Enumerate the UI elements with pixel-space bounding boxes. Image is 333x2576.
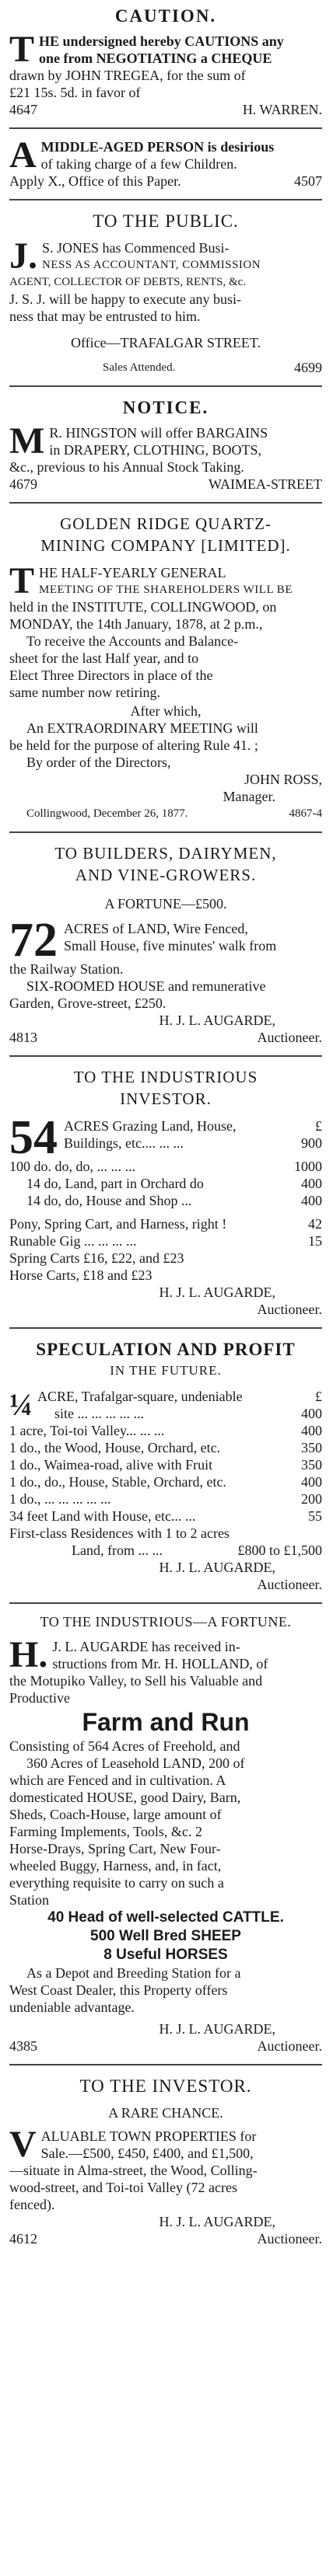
- speculation-ad: [9, 1338, 322, 1593]
- industrious-row-text: Pony, Spring Cart, and Harness, right !: [9, 1216, 227, 1232]
- speculation-row-value: 400: [301, 1406, 322, 1421]
- investor-ref: 4612: [9, 2231, 37, 2247]
- industrious-role: Auctioneer.: [257, 1302, 322, 1317]
- investor-line-2: Sale.—£500, £450, £400, and £1,500,: [40, 2146, 254, 2161]
- speculation-heading-2: IN THE FUTURE.: [110, 1363, 222, 1378]
- caution-line-4: £21 15s. 5d. in favor of: [9, 85, 141, 100]
- industrious-row-value: 400: [301, 1176, 322, 1191]
- golden-role: Manager.: [223, 789, 275, 804]
- speculation-row-value: 350: [301, 1457, 322, 1473]
- farm-cattle: 40 Head of well-selected CATTLE.: [47, 1909, 284, 1926]
- golden-date: Collingwood, December 26, 1877.: [26, 807, 188, 820]
- investor-line-5: fenced).: [9, 2197, 55, 2212]
- investor-line-3: —situate in Alma-street, the Wood, Colling-: [9, 2163, 258, 2178]
- public-ad: [9, 210, 322, 376]
- notice-line-3: &c., previous to his Annual Stock Taking.: [9, 459, 244, 475]
- golden-drop-cap: T: [9, 560, 35, 601]
- currency-symbol: £: [315, 1389, 322, 1404]
- industrious-row-text: Buildings, etc.... ... ...: [64, 1135, 184, 1151]
- speculation-row-text: 1 do., ... ... ... ... ...: [9, 1491, 111, 1507]
- industrious-row-value: 900: [301, 1135, 322, 1151]
- farm-line-3: the Motupiko Valley, to Sell his Valuable and: [9, 1673, 263, 1689]
- farm-body-line: Farming Implements, Tools, &c. 2: [9, 1824, 202, 1839]
- speculation-row-text: 1 acre, Toi-toi Valley... ... ...: [9, 1423, 165, 1438]
- farm-title: Farm and Run: [82, 1708, 250, 1736]
- investor-ad: [9, 2075, 322, 2247]
- investor-heading: TO THE INVESTOR.: [79, 2076, 252, 2096]
- farm-line-2: structions from Mr. H. HOLLAND, of: [52, 1656, 268, 1671]
- investor-line-1: ALUABLE TOWN PROPERTIES for: [40, 2128, 257, 2144]
- public-heading: TO THE PUBLIC.: [93, 211, 239, 231]
- builders-six-2: Garden, Grove-street, £250.: [9, 995, 166, 1011]
- notice-street: WAIMEA-STREET: [209, 476, 322, 492]
- golden-extra-1: An EXTRAORDINARY MEETING will: [26, 720, 258, 736]
- public-office: Office—TRAFALGAR STREET.: [71, 335, 261, 350]
- farm-sheep: 500 Well Bred SHEEP: [90, 1928, 241, 1944]
- builders-ref: 4813: [9, 1030, 37, 1045]
- speculation-drop-fraction: ¼: [9, 1387, 33, 1422]
- golden-line-5: To receive the Accounts and Balance-: [26, 633, 239, 649]
- builders-line-2: Small House, five minutes' walk from: [64, 938, 277, 953]
- caution-line-1: HE undersigned hereby CAUTIONS any: [39, 33, 284, 49]
- speculation-row-text: 1 do., the Wood, House, Orchard, etc.: [9, 1440, 221, 1455]
- builders-heading-1: TO BUILDERS, DAIRYMEN,: [54, 844, 277, 863]
- industrious-heading-2: INVESTOR.: [120, 1089, 212, 1108]
- divider: [9, 1055, 322, 1057]
- caution-sign: H. WARREN.: [242, 102, 322, 117]
- industrious-drop-number: 54: [9, 1111, 58, 1164]
- industrious-row-text: 14 do, do, House and Shop ...: [26, 1193, 192, 1208]
- divider: [9, 385, 322, 387]
- currency-symbol: £: [315, 1118, 322, 1134]
- farm-depot-line: West Coast Dealer, this Property offers: [9, 1982, 228, 1998]
- builders-ad: [9, 842, 322, 1046]
- notice-drop-cap: M: [9, 420, 45, 462]
- speculation-sign: H. J. L. AUGARDE,: [159, 1560, 275, 1575]
- middle-aged-line-2: of taking charge of a few Children.: [40, 156, 237, 172]
- golden-name: JOHN ROSS,: [244, 772, 322, 787]
- speculation-first-2-left: Land, from ... ...: [72, 1542, 163, 1558]
- divider: [9, 127, 322, 129]
- golden-line-2: MEETING OF THE SHAREHOLDERS WILL BE: [39, 584, 293, 596]
- investor-drop-cap: V: [9, 2124, 37, 2165]
- farm-body-line: wheeled Buggy, Harness, and, in fact,: [9, 1858, 222, 1874]
- golden-line-8: same number now retiring.: [9, 685, 160, 700]
- public-line-2: NESS AS ACCOUNTANT, COMMISSION: [42, 259, 261, 271]
- notice-heading: NOTICE.: [122, 398, 209, 417]
- middle-aged-ref: 4507: [294, 173, 322, 189]
- golden-line-3: held in the INSTITUTE, COLLINGWOOD, on: [9, 599, 277, 615]
- golden-heading-1: GOLDEN RIDGE QUARTZ-: [60, 514, 272, 533]
- speculation-row-value: 400: [301, 1474, 322, 1490]
- industrious-row-text: ACRES Grazing Land, House,: [64, 1118, 237, 1134]
- farm-heading: TO THE INDUSTRIOUS—A FORTUNE.: [40, 1614, 292, 1630]
- speculation-first-1: First-class Residences with 1 to 2 acres: [9, 1525, 230, 1541]
- notice-ref: 4679: [9, 476, 37, 492]
- farm-body-line: which are Fenced and in cultivation. A: [9, 1773, 226, 1788]
- notice-line-2: in DRAPERY, CLOTHING, BOOTS,: [49, 442, 262, 458]
- farm-sign: H. J. L. AUGARDE,: [159, 2021, 275, 2037]
- divider: [9, 502, 322, 504]
- speculation-first-2-right: £800 to £1,500: [237, 1542, 322, 1558]
- builders-fortune: A FORTUNE—£500.: [104, 896, 227, 912]
- public-line-4: J. S. J. will be happy to execute any busi-: [9, 291, 241, 307]
- golden-extra-2: be held for the purpose of altering Rule 41. ;: [9, 737, 258, 753]
- industrious-heading-1: TO THE INDUSTRIOUS: [73, 1068, 258, 1086]
- builders-role: Auctioneer.: [257, 1030, 322, 1045]
- farm-ad: [9, 1613, 322, 2055]
- farm-role: Auctioneer.: [257, 2038, 322, 2054]
- golden-line-6: sheet for the last Half year, and to: [9, 650, 199, 666]
- investor-role: Auctioneer.: [257, 2231, 322, 2247]
- farm-line-1: J. L. AUGARDE has received in-: [52, 1639, 240, 1654]
- farm-body-line: Consisting of 564 Acres of Freehold, and: [9, 1738, 240, 1754]
- industrious-row-text: Horse Carts, £18 and £23: [9, 1267, 152, 1283]
- speculation-row-value: 200: [301, 1491, 322, 1507]
- golden-ridge-ad: [9, 513, 322, 822]
- public-line-5: ness that may be entrusted to him.: [9, 308, 201, 324]
- builders-line-1: ACRES of LAND, Wire Fenced,: [64, 921, 248, 936]
- divider: [9, 199, 322, 200]
- speculation-heading-1: SPECULATION AND PROFIT: [36, 1340, 296, 1359]
- public-ref: 4699: [294, 360, 322, 375]
- golden-by-order: By order of the Directors,: [26, 755, 171, 770]
- farm-body-line: everything requisite to carry on such a: [9, 1875, 224, 1891]
- golden-heading-2: MINING COMPANY [LIMITED].: [40, 536, 291, 555]
- divider: [9, 1327, 322, 1329]
- farm-drop-cap: H.: [9, 1634, 48, 1675]
- speculation-row-value: 55: [308, 1508, 322, 1524]
- investor-chance: A RARE CHANCE.: [108, 2105, 223, 2121]
- middle-aged-line-1: MIDDLE-AGED PERSON is desirious: [40, 139, 275, 155]
- middle-aged-ad: [9, 134, 322, 190]
- investor-line-4: wood-street, and Toi-toi Valley (72 acres: [9, 2180, 237, 2195]
- industrious-row-value: 400: [301, 1193, 322, 1208]
- farm-line-4: Productive: [9, 1690, 70, 1706]
- caution-line-3: drawn by JOHN TREGEA, for the sum of: [9, 68, 246, 83]
- middle-aged-line-3: Apply X., Office of this Paper.: [9, 173, 181, 189]
- notice-ad: [9, 396, 322, 493]
- industrious-ad: [9, 1066, 322, 1318]
- industrious-row-text: 14 do, Land, part in Orchard do: [26, 1176, 204, 1191]
- industrious-row-value: 42: [308, 1216, 322, 1232]
- farm-body-line: 360 Acres of Leasehold LAND, 200 of: [26, 1755, 245, 1771]
- speculation-row-text: 1 do., Waimea-road, alive with Fruit: [9, 1457, 213, 1473]
- golden-line-4: MONDAY, the 14th January, 1878, at 2 p.m.,: [9, 616, 263, 632]
- industrious-row-text: Spring Carts £16, £22, and £23: [9, 1250, 184, 1266]
- notice-line-1: R. HINGSTON will offer BARGAINS: [49, 425, 268, 441]
- speculation-row-text: ACRE, Trafalgar-square, undeniable: [37, 1389, 243, 1404]
- farm-ref: 4385: [9, 2038, 37, 2054]
- caution-drop-cap: T: [9, 29, 35, 70]
- farm-depot-line: As a Depot and Breeding Station for a: [26, 1965, 241, 1981]
- caution-line-2: one from NEGOTIATING a CHEQUE: [39, 51, 272, 66]
- investor-sign: H. J. L. AUGARDE,: [159, 2214, 275, 2229]
- industrious-row-value: 1000: [294, 1159, 322, 1174]
- industrious-row-value: 15: [308, 1233, 322, 1249]
- public-drop-cap: J.: [9, 235, 37, 277]
- farm-body-line: Station: [9, 1892, 50, 1908]
- public-line-3: AGENT, COLLECTOR OF DEBTS, RENTS, &c.: [9, 276, 247, 288]
- public-line-1: S. JONES has Commenced Busi-: [42, 240, 230, 256]
- speculation-row-value: 400: [301, 1423, 322, 1438]
- farm-body-line: Horse-Drays, Spring Cart, New Four-: [9, 1841, 221, 1856]
- caution-ref: 4647: [9, 102, 37, 117]
- speculation-row-text: 34 feet Land with House, etc... ...: [9, 1508, 196, 1524]
- builders-sign: H. J. L. AUGARDE,: [159, 1013, 275, 1028]
- golden-line-7: Elect Three Directors in place of the: [9, 668, 213, 683]
- golden-ref: 4867-4: [289, 807, 322, 820]
- golden-after: After which,: [130, 703, 202, 719]
- farm-horses: 8 Useful HORSES: [103, 1947, 228, 1963]
- speculation-row-value: 350: [301, 1440, 322, 1455]
- divider: [9, 2064, 322, 2065]
- farm-body-line: domesticated HOUSE, good Dairy, Barn,: [9, 1790, 241, 1805]
- speculation-role: Auctioneer.: [257, 1577, 322, 1592]
- speculation-row-text: 1 do., do., House, Stable, Orchard, etc.: [9, 1474, 226, 1490]
- speculation-row-text: site ... ... ... ... ...: [54, 1406, 144, 1421]
- industrious-row-text: Runable Gig ... ... ... ...: [9, 1233, 137, 1249]
- farm-depot-line: undeniable advantage.: [9, 1999, 135, 2015]
- divider: [9, 831, 322, 833]
- farm-body-line: Sheds, Coach-House, large amount of: [9, 1807, 222, 1822]
- divider: [9, 1602, 322, 1604]
- builders-heading-2: AND VINE-GROWERS.: [75, 866, 257, 884]
- caution-heading: CAUTION.: [114, 6, 217, 26]
- industrious-row-text: 100 do. do, do, ... ... ...: [9, 1159, 135, 1174]
- middle-aged-drop-cap: A: [9, 134, 37, 176]
- public-sales: Sales Attended.: [103, 361, 176, 374]
- builders-six-1: SIX-ROOMED HOUSE and remunerative: [26, 978, 266, 994]
- builders-drop-number: 72: [9, 914, 58, 967]
- golden-line-1: HE HALF-YEARLY GENERAL: [39, 565, 226, 580]
- industrious-sign: H. J. L. AUGARDE,: [159, 1285, 275, 1300]
- caution-ad: [9, 5, 322, 118]
- builders-line-3: the Railway Station.: [9, 961, 124, 977]
